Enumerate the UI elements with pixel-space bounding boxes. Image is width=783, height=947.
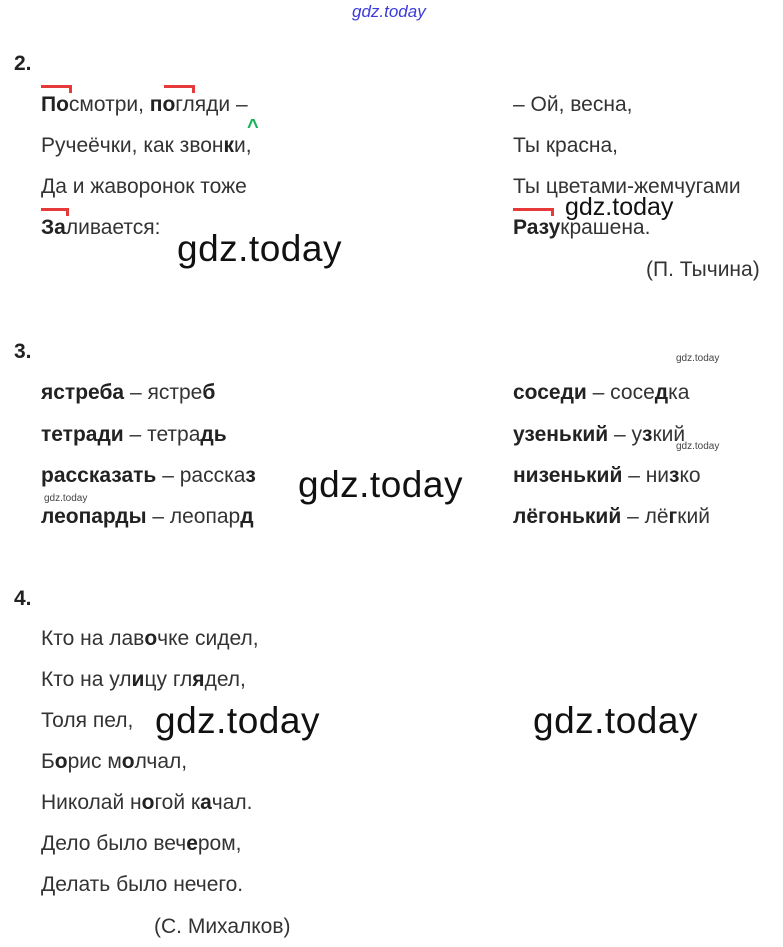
watermark: gdz.today <box>676 441 720 452</box>
word-pair <box>41 464 256 488</box>
text-segment: крашена. <box>560 216 651 239</box>
word-pair <box>41 505 254 529</box>
poem-line <box>513 93 632 117</box>
highlighted-text: рассказать <box>41 464 157 487</box>
poem-line <box>41 709 133 733</box>
prefix-mark <box>192 85 195 93</box>
prefix-mark <box>513 208 554 211</box>
word-pair <box>513 423 685 447</box>
text-segment: Кто на лав <box>41 627 145 650</box>
text-segment: Николай н <box>41 791 142 814</box>
watermark: gdz.today <box>155 700 320 741</box>
text-segment: Б <box>41 750 55 773</box>
task-number: 2. <box>14 52 32 75</box>
poem-line <box>41 873 243 897</box>
text-segment: Кто на ул <box>41 668 132 691</box>
highlighted-text: по <box>149 93 176 116</box>
watermark: gdz.today <box>533 700 698 741</box>
text-segment: – тетра <box>123 423 201 446</box>
task-number: 4. <box>14 587 32 610</box>
text-segment: гой к <box>154 791 201 814</box>
text-segment: дел, <box>204 668 246 691</box>
watermark: gdz.today <box>44 493 88 504</box>
text-segment: ко <box>679 464 701 487</box>
text-segment: кий <box>652 423 686 446</box>
text-segment: чке сидел, <box>157 627 259 650</box>
text-segment: Ручеёчки, как звон <box>41 134 224 157</box>
text-segment: – ястре <box>124 381 203 404</box>
word-pair <box>41 381 215 405</box>
highlighted-text: ястреба <box>41 381 125 404</box>
text-segment: лчал, <box>134 750 188 773</box>
text-segment: Делать было нечего. <box>41 873 244 896</box>
text-segment: Ты цветами-жемчугами <box>513 175 741 198</box>
prefix-mark <box>41 85 72 88</box>
highlighted-text: з <box>669 464 680 487</box>
text-segment: – сосе <box>586 381 655 404</box>
text-segment: гляди – <box>175 93 248 116</box>
watermark: gdz.today <box>298 464 463 505</box>
poem-line <box>41 93 248 117</box>
highlighted-text: лёгонький <box>513 505 622 528</box>
highlighted-text: о <box>141 791 155 814</box>
poem-line <box>41 627 259 651</box>
word-pair <box>513 464 701 488</box>
text-segment: Ты красна, <box>513 134 618 157</box>
highlighted-text: За <box>41 216 66 239</box>
text-segment: и, <box>234 134 252 157</box>
highlighted-text: а <box>200 791 212 814</box>
prefix-mark <box>69 85 72 93</box>
highlighted-text: д <box>654 381 669 404</box>
highlighted-text: к <box>223 134 235 157</box>
highlighted-text: тетради <box>41 423 124 446</box>
highlighted-text: По <box>41 93 69 116</box>
poem-line <box>41 750 187 774</box>
prefix-mark <box>551 208 554 216</box>
highlighted-text: г <box>668 505 678 528</box>
text-segment: рис м <box>67 750 122 773</box>
highlighted-text: о <box>121 750 135 773</box>
poem-line <box>41 791 253 815</box>
text-segment: – лё <box>621 505 669 528</box>
highlighted-text: з <box>245 464 256 487</box>
highlighted-text: о <box>54 750 68 773</box>
text-segment: ка <box>668 381 690 404</box>
highlighted-text: узенький <box>513 423 609 446</box>
poem-line <box>41 134 252 158</box>
poem-line <box>513 134 618 158</box>
highlighted-text: низенький <box>513 464 623 487</box>
poem-author: (С. Михалков) <box>154 915 291 938</box>
watermark: gdz.today <box>177 228 342 269</box>
text-segment: ром, <box>197 832 242 855</box>
prefix-mark <box>66 208 69 216</box>
text-segment: смотри, <box>68 93 150 116</box>
highlighted-text: леопарды <box>41 505 147 528</box>
word-pair <box>41 423 227 447</box>
highlighted-text: Разу <box>513 216 561 239</box>
highlighted-text: я <box>192 668 205 691</box>
poem-line <box>41 216 161 240</box>
poem-author: (П. Тычина) <box>646 258 760 281</box>
watermark: gdz.today <box>565 193 674 221</box>
text-segment: – леопар <box>146 505 241 528</box>
highlighted-text: д <box>240 505 254 528</box>
prefix-mark <box>164 85 195 88</box>
prefix-mark <box>41 208 69 211</box>
highlighted-text: дь <box>200 423 227 446</box>
text-segment: Толя пел, <box>41 709 134 732</box>
text-segment: чал. <box>211 791 253 814</box>
highlighted-text: соседи <box>513 381 587 404</box>
text-segment: Да и жаворонок тоже <box>41 175 247 198</box>
highlighted-text: е <box>186 832 198 855</box>
text-segment: кий <box>677 505 710 528</box>
highlighted-text: и <box>131 668 145 691</box>
poem-line <box>41 175 247 199</box>
watermark-top: gdz.today <box>352 2 426 21</box>
text-segment: цу гл <box>144 668 193 691</box>
text-segment: – у <box>608 423 643 446</box>
text-segment: Дело было веч <box>41 832 187 855</box>
highlighted-text: з <box>642 423 653 446</box>
watermark: gdz.today <box>676 353 720 364</box>
task-number: 3. <box>14 340 32 363</box>
poem-line <box>41 668 246 692</box>
highlighted-text: о <box>144 627 158 650</box>
poem-line <box>41 832 242 856</box>
suffix-caret-mark: ^ <box>247 116 259 138</box>
text-segment: – Ой, весна, <box>513 93 633 116</box>
text-segment: – расска <box>156 464 246 487</box>
word-pair <box>513 505 710 529</box>
text-segment: ливается: <box>65 216 161 239</box>
highlighted-text: б <box>202 381 216 404</box>
word-pair <box>513 381 689 405</box>
text-segment: – ни <box>622 464 670 487</box>
